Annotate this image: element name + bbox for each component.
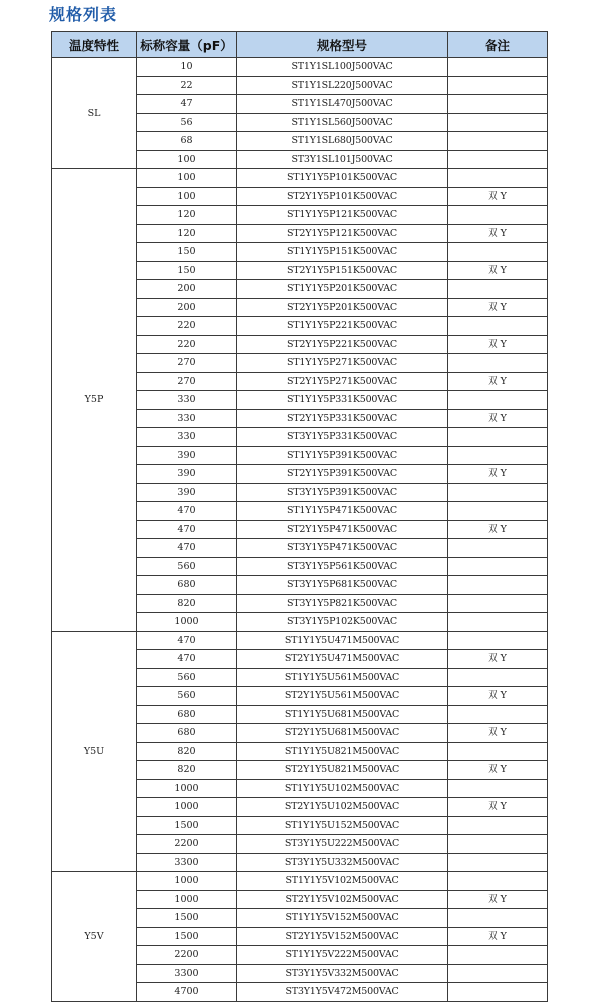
- model-cell: ST1Y1SL470J500VAC: [237, 95, 448, 114]
- note-cell: [448, 668, 548, 687]
- model-cell: ST1Y1Y5P121K500VAC: [237, 206, 448, 225]
- table-row: [52, 631, 548, 650]
- model-cell: ST2Y1Y5P121K500VAC: [237, 224, 448, 243]
- capacity-cell: 3300: [137, 853, 237, 872]
- note-cell: 双 Y: [448, 224, 548, 243]
- note-cell: [448, 169, 548, 188]
- model-cell: ST1Y1Y5U102M500VAC: [237, 779, 448, 798]
- capacity-cell: 270: [137, 372, 237, 391]
- note-cell: 双 Y: [448, 465, 548, 484]
- header-note: 备注: [448, 32, 548, 58]
- capacity-cell: 10: [137, 58, 237, 77]
- model-cell: ST1Y1Y5P471K500VAC: [237, 502, 448, 521]
- note-cell: [448, 853, 548, 872]
- capacity-cell: 220: [137, 317, 237, 336]
- capacity-cell: 2200: [137, 835, 237, 854]
- model-cell: ST1Y1Y5U471M500VAC: [237, 631, 448, 650]
- model-cell: ST1Y1Y5U561M500VAC: [237, 668, 448, 687]
- note-cell: [448, 539, 548, 558]
- capacity-cell: 150: [137, 243, 237, 262]
- note-cell: [448, 576, 548, 595]
- model-cell: ST2Y1Y5U102M500VAC: [237, 798, 448, 817]
- note-cell: [448, 705, 548, 724]
- note-cell: [448, 613, 548, 632]
- note-cell: 双 Y: [448, 798, 548, 817]
- capacity-cell: 100: [137, 169, 237, 188]
- note-cell: [448, 835, 548, 854]
- note-cell: 双 Y: [448, 761, 548, 780]
- note-cell: [448, 150, 548, 169]
- capacity-cell: 820: [137, 742, 237, 761]
- note-cell: 双 Y: [448, 927, 548, 946]
- table-row: [52, 169, 548, 188]
- capacity-cell: 390: [137, 446, 237, 465]
- temp-group-cell: Y5U: [52, 631, 137, 872]
- model-cell: ST2Y1Y5P471K500VAC: [237, 520, 448, 539]
- capacity-cell: 560: [137, 668, 237, 687]
- model-cell: ST3Y1Y5P561K500VAC: [237, 557, 448, 576]
- note-cell: [448, 58, 548, 77]
- note-cell: [448, 428, 548, 447]
- capacity-cell: 390: [137, 465, 237, 484]
- model-cell: ST1Y1Y5P391K500VAC: [237, 446, 448, 465]
- capacity-cell: 120: [137, 224, 237, 243]
- table-row: [52, 58, 548, 77]
- capacity-cell: 330: [137, 391, 237, 410]
- model-cell: ST3Y1Y5V332M500VAC: [237, 964, 448, 983]
- note-cell: [448, 816, 548, 835]
- note-cell: [448, 946, 548, 965]
- capacity-cell: 200: [137, 280, 237, 299]
- model-cell: ST3Y1SL101J500VAC: [237, 150, 448, 169]
- capacity-cell: 68: [137, 132, 237, 151]
- capacity-cell: 390: [137, 483, 237, 502]
- model-cell: ST1Y1Y5P221K500VAC: [237, 317, 448, 336]
- model-cell: ST2Y1Y5P101K500VAC: [237, 187, 448, 206]
- capacity-cell: 470: [137, 520, 237, 539]
- model-cell: ST1Y1Y5P271K500VAC: [237, 354, 448, 373]
- capacity-cell: 1500: [137, 927, 237, 946]
- note-cell: 双 Y: [448, 687, 548, 706]
- note-cell: [448, 964, 548, 983]
- capacity-cell: 100: [137, 187, 237, 206]
- capacity-cell: 1500: [137, 816, 237, 835]
- model-cell: ST1Y1Y5U821M500VAC: [237, 742, 448, 761]
- model-cell: ST2Y1Y5V152M500VAC: [237, 927, 448, 946]
- model-cell: ST1Y1Y5P151K500VAC: [237, 243, 448, 262]
- note-cell: [448, 557, 548, 576]
- model-cell: ST2Y1Y5P221K500VAC: [237, 335, 448, 354]
- header-model: 规格型号: [237, 32, 448, 58]
- note-cell: [448, 446, 548, 465]
- model-cell: ST1Y1Y5U681M500VAC: [237, 705, 448, 724]
- spec-table: [51, 31, 548, 1002]
- capacity-cell: 330: [137, 409, 237, 428]
- temp-group-cell: Y5P: [52, 169, 137, 632]
- temp-group-cell: Y5V: [52, 872, 137, 1002]
- note-cell: 双 Y: [448, 261, 548, 280]
- note-cell: 双 Y: [448, 724, 548, 743]
- model-cell: ST1Y1SL680J500VAC: [237, 132, 448, 151]
- capacity-cell: 150: [137, 261, 237, 280]
- capacity-cell: 1000: [137, 613, 237, 632]
- capacity-cell: 100: [137, 150, 237, 169]
- note-cell: [448, 779, 548, 798]
- model-cell: ST2Y1Y5U681M500VAC: [237, 724, 448, 743]
- model-cell: ST1Y1Y5V102M500VAC: [237, 872, 448, 891]
- capacity-cell: 200: [137, 298, 237, 317]
- model-cell: ST2Y1Y5P151K500VAC: [237, 261, 448, 280]
- model-cell: ST2Y1Y5V102M500VAC: [237, 890, 448, 909]
- note-cell: 双 Y: [448, 520, 548, 539]
- capacity-cell: 330: [137, 428, 237, 447]
- header-capacity: 标称容量（pF）: [137, 32, 237, 58]
- model-cell: ST2Y1Y5U471M500VAC: [237, 650, 448, 669]
- capacity-cell: 680: [137, 576, 237, 595]
- table-row: [52, 872, 548, 891]
- note-cell: [448, 317, 548, 336]
- model-cell: ST1Y1SL220J500VAC: [237, 76, 448, 95]
- note-cell: [448, 594, 548, 613]
- model-cell: ST2Y1Y5P391K500VAC: [237, 465, 448, 484]
- model-cell: ST3Y1Y5U222M500VAC: [237, 835, 448, 854]
- note-cell: 双 Y: [448, 335, 548, 354]
- model-cell: ST1Y1Y5U152M500VAC: [237, 816, 448, 835]
- model-cell: ST2Y1Y5P331K500VAC: [237, 409, 448, 428]
- note-cell: 双 Y: [448, 409, 548, 428]
- header-temp: 温度特性: [52, 32, 137, 58]
- note-cell: [448, 95, 548, 114]
- model-cell: ST1Y1SL560J500VAC: [237, 113, 448, 132]
- capacity-cell: 560: [137, 687, 237, 706]
- note-cell: [448, 206, 548, 225]
- note-cell: [448, 742, 548, 761]
- capacity-cell: 1000: [137, 872, 237, 891]
- capacity-cell: 1000: [137, 798, 237, 817]
- model-cell: ST3Y1Y5P681K500VAC: [237, 576, 448, 595]
- note-cell: [448, 483, 548, 502]
- capacity-cell: 470: [137, 502, 237, 521]
- model-cell: ST1Y1Y5P331K500VAC: [237, 391, 448, 410]
- spec-table-body: [52, 58, 548, 1002]
- model-cell: ST1Y1Y5P201K500VAC: [237, 280, 448, 299]
- capacity-cell: 3300: [137, 964, 237, 983]
- temp-group-cell: SL: [52, 58, 137, 169]
- note-cell: 双 Y: [448, 650, 548, 669]
- note-cell: [448, 354, 548, 373]
- note-cell: 双 Y: [448, 298, 548, 317]
- note-cell: [448, 909, 548, 928]
- capacity-cell: 2200: [137, 946, 237, 965]
- model-cell: ST2Y1Y5U821M500VAC: [237, 761, 448, 780]
- model-cell: ST2Y1Y5P271K500VAC: [237, 372, 448, 391]
- capacity-cell: 470: [137, 650, 237, 669]
- capacity-cell: 22: [137, 76, 237, 95]
- capacity-cell: 270: [137, 354, 237, 373]
- model-cell: ST3Y1Y5P331K500VAC: [237, 428, 448, 447]
- capacity-cell: 680: [137, 724, 237, 743]
- capacity-cell: 120: [137, 206, 237, 225]
- capacity-cell: 1500: [137, 909, 237, 928]
- model-cell: ST2Y1Y5U561M500VAC: [237, 687, 448, 706]
- capacity-cell: 1000: [137, 779, 237, 798]
- model-cell: ST3Y1Y5P471K500VAC: [237, 539, 448, 558]
- note-cell: [448, 391, 548, 410]
- note-cell: [448, 280, 548, 299]
- capacity-cell: 4700: [137, 983, 237, 1002]
- page-title: 规格列表: [49, 5, 118, 24]
- model-cell: ST3Y1Y5P102K500VAC: [237, 613, 448, 632]
- model-cell: ST3Y1Y5P821K500VAC: [237, 594, 448, 613]
- note-cell: 双 Y: [448, 372, 548, 391]
- capacity-cell: 560: [137, 557, 237, 576]
- note-cell: [448, 502, 548, 521]
- note-cell: [448, 983, 548, 1002]
- note-cell: 双 Y: [448, 890, 548, 909]
- model-cell: ST1Y1Y5V222M500VAC: [237, 946, 448, 965]
- capacity-cell: 220: [137, 335, 237, 354]
- model-cell: ST3Y1Y5P391K500VAC: [237, 483, 448, 502]
- note-cell: [448, 631, 548, 650]
- capacity-cell: 680: [137, 705, 237, 724]
- capacity-cell: 820: [137, 761, 237, 780]
- note-cell: [448, 872, 548, 891]
- note-cell: [448, 76, 548, 95]
- model-cell: ST1Y1Y5V152M500VAC: [237, 909, 448, 928]
- header-row: [52, 32, 548, 58]
- model-cell: ST3Y1Y5U332M500VAC: [237, 853, 448, 872]
- capacity-cell: 47: [137, 95, 237, 114]
- model-cell: ST3Y1Y5V472M500VAC: [237, 983, 448, 1002]
- capacity-cell: 470: [137, 539, 237, 558]
- capacity-cell: 1000: [137, 890, 237, 909]
- note-cell: [448, 243, 548, 262]
- capacity-cell: 56: [137, 113, 237, 132]
- note-cell: 双 Y: [448, 187, 548, 206]
- model-cell: ST1Y1Y5P101K500VAC: [237, 169, 448, 188]
- model-cell: ST1Y1SL100J500VAC: [237, 58, 448, 77]
- capacity-cell: 820: [137, 594, 237, 613]
- note-cell: [448, 132, 548, 151]
- capacity-cell: 470: [137, 631, 237, 650]
- note-cell: [448, 113, 548, 132]
- model-cell: ST2Y1Y5P201K500VAC: [237, 298, 448, 317]
